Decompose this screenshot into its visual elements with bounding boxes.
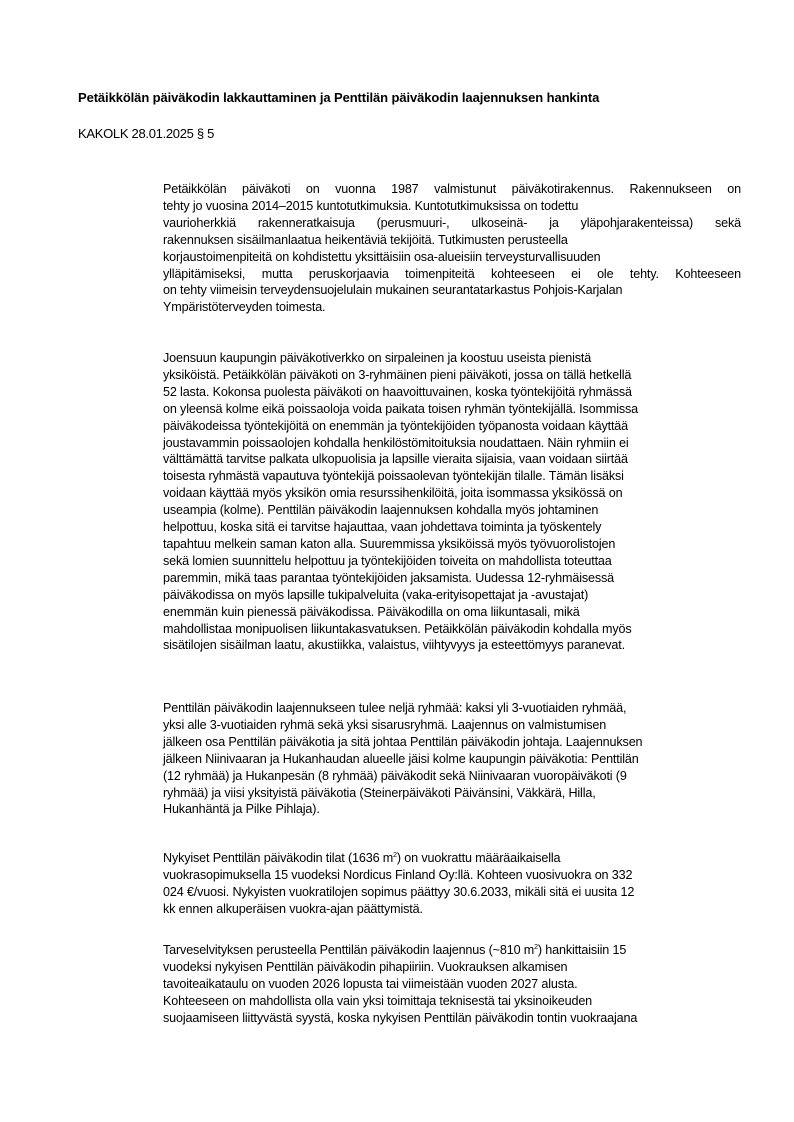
text-line: välttämättä tarvitse palkata ulkopuolisia ja lapsille vieraita sijaisia, vaan voidaan siirtää <box>163 452 628 467</box>
text-line: Joensuun kaupungin päiväkotiverkko on sirpaleinen ja koostuu useista pienistä <box>163 351 592 365</box>
text-line <box>163 942 741 959</box>
text-line: vuodeksi nykyisen Penttilän päiväkodin pihapiiriin. Vuokrauksen alkamisen <box>163 959 568 974</box>
text-line: voidaan käyttää myös yksikön omia resurssihenkilöitä, joita isommassa yksikössä on <box>163 486 623 501</box>
text-line: tehty jo vuosina 2014–2015 kuntotutkimuksia. Kuntotutkimuksissa on todettu <box>163 198 579 213</box>
text-line: Penttilän päiväkodin laajennukseen tulee neljä ryhmää: kaksi yli 3-vuotiaiden ryhmää, <box>163 701 627 715</box>
text-line: on yleensä kolme eikä poissaoloja voida paikata toisen ryhmän työntekijällä. Isommissa <box>163 401 639 416</box>
paragraph-expansion-groups <box>163 700 741 818</box>
superscript: 2 <box>534 944 538 951</box>
text-fragment: ) on vuokrattu määräaikaisella <box>396 851 561 865</box>
text-line: tapahtuu melkein saman katon alla. Suuremmissa yksiköissä myös työvuorolistojen <box>163 536 616 551</box>
text-line: ylläpitämiseksi, mutta peruskorjaavia toimenpiteitä kohteeseen ei ole tehty. Kohteeseen <box>163 266 741 281</box>
text-line: enemmän kuin pienessä päiväkodissa. Päiväkodilla on oma liikuntasali, mikä <box>163 604 580 619</box>
text-line: kk ennen alkuperäisen vuokra-ajan päättymistä. <box>163 901 423 916</box>
text-line: ryhmää) ja viisi yksityistä päiväkotia (Steinerpäiväkoti Päivänsini, Väkkärä, Hilla, <box>163 785 596 800</box>
text-line: vaurioherkkiä rakenneratkaisuja (perusmuuri-, ulkoseinä- ja yläpohjarakenteissa) sekä <box>163 215 741 230</box>
text-line: (12 ryhmää) ja Hukanpesän (8 ryhmää) päiväkodit sekä Niinivaaran vuoropäiväkoti (9 <box>163 768 627 783</box>
text-line: sisätilojen sisäilman laatu, akustiikka, valaistus, viihtyvyys ja esteettömyys paranevat. <box>163 638 625 653</box>
text-line: yksiköistä. Petäikkölän päiväkoti on 3-ryhmäinen pieni päiväkoti, jossa on tällä hetkellä <box>163 367 632 382</box>
paragraph-needs-assessment <box>163 942 741 1027</box>
text-line: päiväkodissa on myös lapsille tukipalveluita (vaka-erityisopettajat ja -avustajat) <box>163 587 589 602</box>
text-line: tavoiteaikataulu on vuoden 2026 lopusta tai viimeistään vuoden 2027 alusta. <box>163 976 578 991</box>
text-line: Petäikkölän päiväkoti on vuonna 1987 valmistunut päiväkotirakennus. Rakennukseen on <box>163 182 741 196</box>
text-line: sekä lomien suunnittelu helpottuu ja työntekijöiden toiveita on mahdollista toteuttaa <box>163 553 612 568</box>
document-title: Petäikkölän päiväkodin lakkauttaminen ja Penttilän päiväkodin laajennuksen hankinta <box>78 90 600 105</box>
text-line: paremmin, mikä taas parantaa työntekijöiden jaksamista. Uudessa 12-ryhmäisessä <box>163 570 614 585</box>
text-line: toisesta ryhmästä vapautuva työntekijä poissaolevan työntekijän tilalle. Tämän lisäksi <box>163 469 624 484</box>
text-line: suojaamiseen liittyvästä syystä, koska nykyisen Penttilän päiväkodin tontin vuokraajana <box>163 1010 638 1025</box>
paragraph-building-condition <box>163 181 741 316</box>
paragraph-daycare-network <box>163 350 741 654</box>
text-line: 024 €/vuosi. Nykyisten vuokratilojen sopimus päättyy 30.6.2033, mikäli sitä ei uusita 12 <box>163 884 635 899</box>
text-line <box>163 850 741 867</box>
text-line: mahdollistaa monipuolisen liikuntakasvatuksen. Petäikkölän päiväkodin kohdalla myös <box>163 621 632 636</box>
text-line: joustavammin poissaolojen kohdalla henkilöstömitoituksia noudattaen. Näin ryhmiin ei <box>163 435 629 450</box>
text-line: Ympäristöterveyden toimesta. <box>163 300 326 315</box>
text-fragment: Tarveselvityksen perusteella Penttilän päiväkodin laajennus (~810 m <box>163 943 535 957</box>
paragraph-current-lease <box>163 850 741 918</box>
superscript: 2 <box>393 852 397 859</box>
text-line: yksi alle 3-vuotiaiden ryhmä sekä yksi sisarusryhmä. Laajennus on valmistumisen <box>163 717 607 732</box>
text-line: korjaustoimenpiteitä on kohdistettu yksittäisiin osa-alueisiin terveysturvallisuuden <box>163 249 601 264</box>
text-line: vuokrasopimuksella 15 vuodeksi Nordicus Finland Oy:llä. Kohteen vuosivuokra on 332 <box>163 867 633 882</box>
text-line: useampia (kolme). Penttilän päiväkodin laajennuksen kohdalla myös johtaminen <box>163 503 599 518</box>
text-line: Kohteeseen on mahdollista olla vain yksi toimittaja teknisestä tai yksinoikeuden <box>163 993 593 1008</box>
text-line: helpottuu, koska sitä ei tarvitse hajauttaa, vaan johdettava toiminta ja työskentely <box>163 520 602 535</box>
text-line: jälkeen Niinivaaran ja Hukanhaudan alueelle jäisi kolme kaupungin päiväkotia: Penttilän <box>163 751 639 766</box>
text-line: 52 lasta. Kokonsa puolesta päiväkoti on haavoittuvainen, koska työntekijöitä ryhmässä <box>163 384 632 399</box>
text-line: päiväkodeissa työntekijöitä on enemmän ja työntekijöiden työpanosta voidaan käyttää <box>163 418 629 433</box>
text-line: Hukanhäntä ja Pilke Pihlaja). <box>163 802 320 817</box>
text-line: jälkeen osa Penttilän päiväkotia ja sitä johtaa Penttilän päiväkodin johtaja. Laajennuksen <box>163 734 643 749</box>
text-line: on tehty viimeisin terveydensuojelulain mukainen seurantatarkastus Pohjois-Karjalan <box>163 283 623 298</box>
text-line: rakennuksen sisäilmanlaatua heikentäviä tekijöitä. Tutkimusten perusteella <box>163 232 568 247</box>
text-fragment: Nykyiset Penttilän päiväkodin tilat (1636 m <box>163 851 394 865</box>
meeting-reference: KAKOLK 28.01.2025 § 5 <box>78 126 215 141</box>
text-fragment: ) hankittaisiin 15 <box>537 943 627 957</box>
